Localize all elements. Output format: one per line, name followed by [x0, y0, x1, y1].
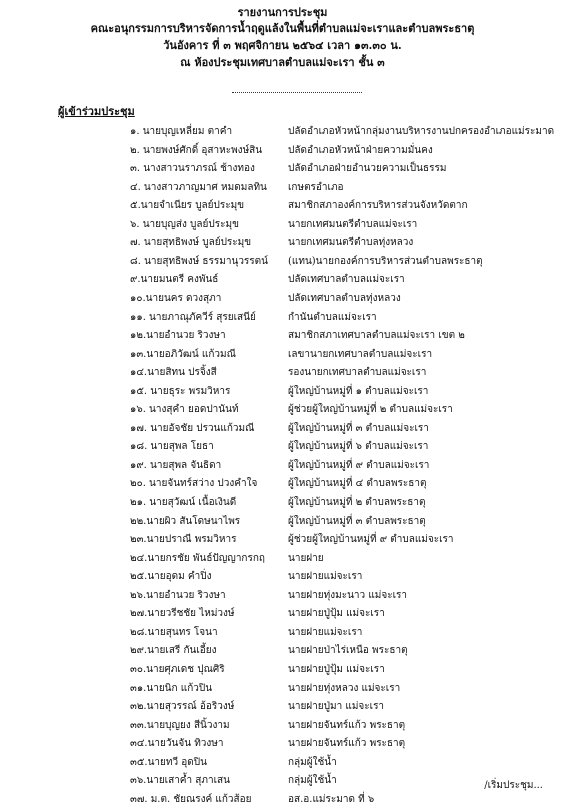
- attendee-name: ๑. นายบุญเหลี่ยม ตาคำ: [130, 126, 233, 137]
- meeting-location: ณ ห้องประชุมเทศบาลตำบลแม่จะเรา ชั้น ๓: [180, 56, 385, 69]
- attendee-row: [0, 326, 565, 345]
- attendee-role: อส.อ.แม่ระมาด ที่ ๖: [288, 793, 375, 805]
- attendee-row: [0, 512, 565, 531]
- attendee-name: ๑๑. นายภาณุภัควีร์ สุรยเสนีย์: [130, 311, 256, 323]
- attendee-name: ๘. นายสุทธิพงษ์ ธรรมานุวรรตน์: [130, 255, 269, 267]
- attendee-row: [0, 233, 565, 252]
- attendee-row: [0, 419, 565, 438]
- attendee-name: ๓๖.นายเสาค้ำ สุภาเสน: [130, 775, 230, 787]
- attendee-name: ๒๑. นายสุวัฒน์ เนื้อเงินดี: [130, 497, 237, 508]
- attendee-role: ปลัดอำเภอฝ่ายอำนวยความเป็นธรรม: [288, 163, 447, 175]
- attendee-role: สมาชิกสภาองค์การบริหารส่วนจังหวัดตาก: [288, 200, 468, 212]
- attendee-name: ๓๗. ม.ต. ชัยณรงค์ แก้วส้อย: [130, 793, 252, 805]
- attendee-name: ๓๒.นายสุวรรณ์ อ้อริวงษ์: [130, 701, 235, 713]
- attendee-row: [0, 437, 565, 456]
- attendee-role: ผู้ใหญ่บ้านหมู่ที่ ๒ ตำบลพระธาตุ: [288, 497, 426, 508]
- attendee-role: ผู้ช่วยผู้ใหญ่บ้านหมู่ที่ ๒ ตำบลแม่จะเรา: [288, 404, 453, 416]
- attendee-name: ๓๓.นายบุญยง สีนิ้วงาม: [130, 719, 230, 731]
- attendee-row: [0, 400, 565, 419]
- attendee-role: ปลัดเทศบาลตำบลทุ่งหลวง: [288, 292, 401, 304]
- attendee-row: [0, 363, 565, 382]
- attendee-row: [0, 345, 565, 364]
- attendee-role: ผู้ช่วยผู้ใหญ่บ้านหมู่ที่ ๙ ตำบลแม่จะเรา: [288, 534, 454, 546]
- attendee-role: นายฝายทุ่งมะนาว แม่จะเรา: [288, 589, 407, 601]
- attendee-role: ผู้ใหญ่บ้านหมู่ที่ ๑ ตำบลแม่จะเรา: [288, 385, 429, 397]
- attendee-name: ๑๖. นางสุคำ ยอดปานันท์: [130, 404, 239, 416]
- attendee-role: กลุ่มผู้ใช้น้ำ: [288, 756, 337, 768]
- attendee-row: [0, 530, 565, 549]
- attendee-name: ๒๙.นายเสรี กันเอี้ยง: [130, 645, 217, 657]
- attendee-row: [0, 308, 565, 327]
- attendee-row: [0, 753, 565, 772]
- attendee-row: [0, 623, 565, 642]
- attendee-row: [0, 679, 565, 698]
- attendee-name: ๗. นายสุทธิพงษ์ บูลย์ประมุข: [130, 237, 252, 249]
- attendee-name: ๓๑.นายนิก แก้วปิน: [130, 682, 213, 694]
- attendee-row: [0, 270, 565, 289]
- attendee-row: [0, 382, 565, 401]
- attendee-role: ผู้ใหญ่บ้านหมู่ที่ ๖ ตำบลแม่จะเรา: [288, 441, 429, 453]
- attendee-row: [0, 178, 565, 197]
- attendee-role: (แทน)นายกองค์การบริหารส่วนตำบลพระธาตุ: [288, 255, 483, 267]
- attendee-role: นายฝายทุ่งหลวง แม่จะเรา: [288, 682, 401, 694]
- attendee-row: [0, 122, 565, 141]
- attendee-name: ๒๘.นายสุนทร โจนา: [130, 626, 218, 638]
- attendee-row: [0, 252, 565, 271]
- attendee-name: ๖. นายบุญส่ง บูลย์ประมุข: [130, 218, 239, 230]
- report-title: รายงานการประชุม: [237, 6, 328, 19]
- attendee-row: [0, 604, 565, 623]
- attendee-role: ปลัดเทศบาลตำบลแม่จะเรา: [288, 274, 405, 286]
- attendee-role: ผู้ใหญ่บ้านหมู่ที่ ๙ ตำบลแม่จะเรา: [288, 459, 430, 471]
- attendee-name: ๒๔.นายกรชัย พันธ์ปัญญากรกฤ: [130, 552, 265, 564]
- attendee-row: [0, 660, 565, 679]
- attendee-row: [0, 697, 565, 716]
- attendee-role: นายกเทศมนตรีตำบลทุ่งหลวง: [288, 237, 414, 249]
- attendee-role: ปลัดอำเภอหัวหน้ากลุ่มงานบริหารงานปกครองอำเภอแม่ระมาด: [288, 126, 555, 137]
- attendee-name: ๑๕. นายธุระ พรมวิหาร: [130, 385, 231, 397]
- attendee-role: เลขานายกเทศบาลตำบลแม่จะเรา: [288, 348, 433, 360]
- attendee-name: ๑๙. นายสุพล จันธิดา: [130, 459, 222, 471]
- attendee-name: ๑๓.นายอภิวัฒน์ แก้วมณี: [130, 348, 236, 360]
- attendee-name: ๒. นายพงษ์ศักดิ์ อุสาหะพงษ์สิน: [130, 144, 263, 156]
- attendee-role: นายฝายปู่ปุ้ม แม่จะเรา: [288, 608, 385, 620]
- attendee-row: [0, 474, 565, 493]
- attendee-name: ๒๓.นายปราณี พรมวิหาร: [130, 534, 237, 546]
- section-title: ผู้เข้าร่วมประชุม: [58, 105, 135, 118]
- attendee-row: [0, 567, 565, 586]
- attendee-row: [0, 289, 565, 308]
- attendee-role: นายฝายแม่จะเรา: [288, 626, 363, 638]
- attendee-role: สมาชิกสภาเทศบาลตำบลแม่จะเรา เขต ๒: [288, 330, 465, 342]
- attendee-name: ๑๘. นายสุพล โยธา: [130, 441, 214, 453]
- attendee-row: [0, 493, 565, 512]
- attendee-role: นายฝายจันทร์แก้ว พระธาตุ: [288, 738, 406, 750]
- attendee-role: ปลัดอำเภอหัวหน้าฝ่ายความมั่นคง: [288, 144, 433, 156]
- attendee-name: ๒๐. นายจันทร์สว่าง ปวงคำใจ: [130, 478, 258, 490]
- attendee-name: ๒๒.นายผิว สันโดษนาไพร: [130, 515, 241, 527]
- attendee-role: นายฝายป่าไร่เหนือ พระธาตุ: [288, 645, 408, 657]
- attendee-name: ๒๖.นายอำนวย ริวงษา: [130, 589, 226, 601]
- attendee-row: [0, 641, 565, 660]
- attendee-role: กำนันตำบลแม่จะเรา: [288, 311, 377, 323]
- attendee-row: [0, 549, 565, 568]
- attendee-role: เกษตรอำเภอ: [288, 181, 344, 193]
- header-separator: [232, 92, 362, 93]
- continuation-note: /เริ่มประชุม...: [484, 780, 543, 791]
- attendee-role: นายฝาย: [288, 552, 324, 564]
- attendee-name: ๑๐.นายนคร ดวงสุภา: [130, 292, 222, 304]
- attendee-row: [0, 159, 565, 178]
- attendee-name: ๑๒.นายอำนวย ริวงษา: [130, 330, 226, 342]
- attendee-role: นายกเทศมนตรีตำบลแม่จะเรา: [288, 218, 418, 230]
- attendee-role: กลุ่มผู้ใช้น้ำ: [288, 775, 337, 787]
- attendee-role: นายฝายแม่จะเรา: [288, 571, 363, 583]
- attendee-name: ๓. นางสาวนราภรณ์ ช้างทอง: [130, 163, 255, 175]
- attendee-row: [0, 790, 565, 809]
- attendee-name: ๑๗. นายอัจชัย ปรวนแก้วมณี: [130, 422, 255, 434]
- attendee-name: ๔. นางสาวภาญมาศ หมดมลทิน: [130, 181, 267, 193]
- attendee-row: [0, 771, 565, 790]
- attendee-row: [0, 716, 565, 735]
- attendee-name: ๓๕.นายทวี อุดปิน: [130, 756, 207, 768]
- attendee-row: [0, 456, 565, 475]
- attendee-name: ๕.นายจำเนียร บูลย์ประมุข: [130, 200, 245, 212]
- meeting-date: วันอังคาร ที่ ๓ พฤศจิกายน ๒๕๖๔ เวลา ๑๓.๓๐ น.: [163, 39, 402, 52]
- attendee-row: [0, 215, 565, 234]
- attendee-role: นายฝายปู่ปุ้ม แม่จะเรา: [288, 663, 385, 675]
- attendee-name: ๓๔.นายวันจัน ทิวงษา: [130, 738, 224, 750]
- attendee-name: ๒๗.นายวรีชชัย ไหม่วงษ์: [130, 608, 235, 620]
- committee-name: คณะอนุกรรมการบริหารจัดการน้ำฤดูแล้งในพื้นที่ตำบลแม่จะเราและตำบลพระธาตุ: [90, 22, 475, 35]
- attendee-role: รองนายกเทศบาลตำบลแม่จะเรา: [288, 367, 427, 379]
- attendee-role: ผู้ใหญ่บ้านหมู่ที่ ๓ ตำบลพระธาตุ: [288, 515, 426, 527]
- attendee-role: นายฝายจันทร์แก้ว พระธาตุ: [288, 719, 406, 731]
- attendee-role: ผู้ใหญ่บ้านหมู่ที่ ๔ ตำบลพระธาตุ: [288, 478, 427, 490]
- attendee-name: ๑๔.นายสิทน ปรจิ้งสี: [130, 367, 217, 379]
- attendee-row: [0, 734, 565, 753]
- attendee-name: ๒๕.นายอุดม คำปิ่ง: [130, 571, 212, 583]
- attendee-row: [0, 196, 565, 215]
- attendee-row: [0, 141, 565, 160]
- attendee-role: นายฝายปู่มา แม่จะเรา: [288, 701, 385, 713]
- attendee-name: ๓๐.นายศุภเดช ปุณศิริ: [130, 663, 225, 675]
- attendee-name: ๙.นายมนตรี คงพันธ์: [130, 274, 219, 286]
- attendee-row: [0, 586, 565, 605]
- attendee-role: ผู้ใหญ่บ้านหมู่ที่ ๓ ตำบลแม่จะเรา: [288, 422, 429, 434]
